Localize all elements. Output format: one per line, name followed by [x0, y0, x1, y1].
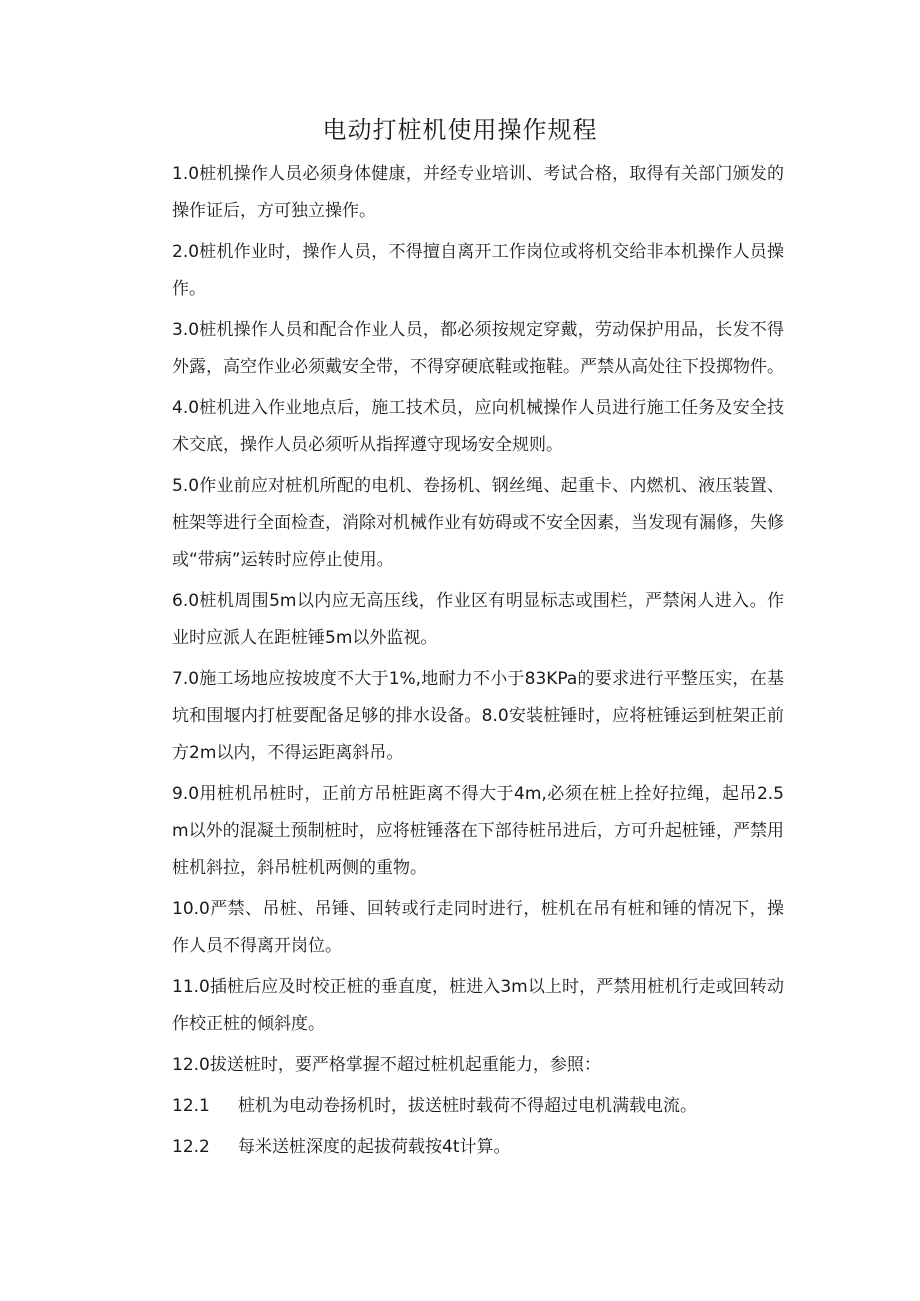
document-body: [172, 156, 784, 1170]
paragraph-5: 5.0作业前应对桩机所配的电机、卷扬机、钢丝绳、起重卡、内燃机、液压装置、桩架等进行全面检查，消除对机械作业有妨碍或不安全因素，当发现有漏修，失修或“带病”运转时应停止使用。: [172, 476, 784, 570]
sub-item-text: 桩机为电动卷扬机时，拔送桩时载荷不得超过电机满载电流。: [238, 1096, 697, 1116]
sub-item-12-1: [172, 1088, 784, 1125]
paragraph-4: 4.0桩机进入作业地点后，施工技术员，应向机械操作人员进行施工任务及安全技术交底，操作人员必须听从指挥遵守现场安全规则。: [172, 398, 784, 455]
paragraph-9: 9.0用桩机吊桩时，正前方吊桩距离不得大于4m,必须在桩上拴好拉绳，起吊2.5m以外的混凝土预制桩时，应将桩锤落在下部待桩吊进后，方可升起桩锤，严禁用桩机斜拉，斜吊桩机两侧的重物。: [172, 784, 784, 878]
paragraph-2: 2.0桩机作业时，操作人员，不得擅自离开工作岗位或将机交给非本机操作人员操作。: [172, 242, 784, 299]
sub-item-12-2: [172, 1129, 784, 1166]
paragraph-7: 7.0施工场地应按坡度不大于1%,地耐力不小于83KPa的要求进行平整压实，在基坑和围堰内打桩要配备足够的排水设备。8.0安装桩锤时，应将桩锤运到桩架正前方2m以内，不得运距离斜吊。: [172, 669, 784, 763]
paragraph-12: 12.0拔送桩时，要严格掌握不超过桩机起重能力，参照：: [172, 1055, 601, 1075]
sub-item-number: 12.2: [172, 1137, 210, 1157]
document-title: 电动打桩机使用操作规程: [322, 116, 598, 144]
sub-item-number: 12.1: [172, 1096, 210, 1116]
paragraph-1: 1.0桩机操作人员必须身体健康，并经专业培训、考试合格，取得有关部门颁发的操作证后，方可独立操作。: [172, 164, 784, 221]
sub-item-text: 每米送桩深度的起拔荷载按4t计算。: [238, 1137, 511, 1157]
paragraph-11: 11.0插桩后应及时校正桩的垂直度，桩进入3m以上时，严禁用桩机行走或回转动作校正桩的倾斜度。: [172, 977, 784, 1034]
paragraph-3: 3.0桩机操作人员和配合作业人员，都必须按规定穿戴，劳动保护用品，长发不得外露，高空作业必须戴安全带，不得穿硬底鞋或拖鞋。严禁从高处往下投掷物件。: [172, 320, 784, 377]
paragraph-10: 10.0严禁、吊桩、吊锤、回转或行走同时进行，桩机在吊有桩和锤的情况下，操作人员不得离开岗位。: [172, 899, 784, 956]
paragraph-6: 6.0桩机周围5m以内应无高压线，作业区有明显标志或围栏，严禁闲人进入。作业时应派人在距桩锤5m以外监视。: [172, 591, 784, 648]
